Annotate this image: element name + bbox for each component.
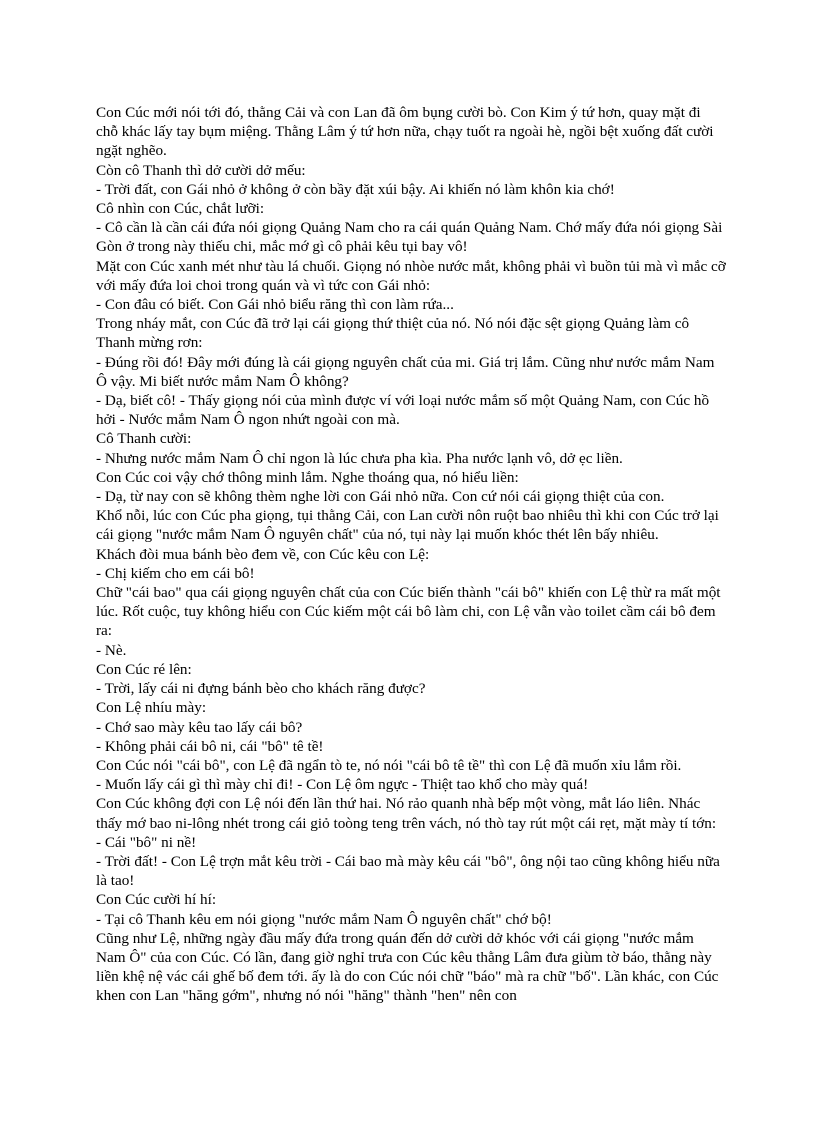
paragraph: - Trời, lấy cái ni đựng bánh bèo cho khách răng được? <box>96 680 426 698</box>
paragraph: Con Cúc ré lên: <box>96 660 192 678</box>
paragraph: - Con đâu có biết. Con Gái nhỏ biểu răng thì con làm rứa... <box>96 296 454 314</box>
paragraph: Khổ nỗi, lúc con Cúc pha giọng, tụi thằng Cải, con Lan cười nôn ruột bao nhiêu thì khi con Cúc trở lại cái giọng "nước mắm Nam Ô nguyên chất" của nó, tụi này lại muốn khóc thét lên bấy nhiêu. <box>96 507 719 544</box>
paragraph: Con Cúc không đợi con Lệ nói đến lần thứ hai. Nó rảo quanh nhà bếp một vòng, mắt láo liên. Nhác thấy mớ bao ni-lông nhét trong cái giỏ toòng teng trên vách, nó thò tay rút một cái rẹt, mặt mày tí tớn: <box>96 795 717 832</box>
paragraph: - Không phải cái bô ni, cái "bô" tê tề! <box>96 737 324 755</box>
paragraph: - Dạ, biết cô! - Thấy giọng nói của mình được ví với loại nước mắm số một Quảng Nam, con Cúc hồ hởi - Nước mắm Nam Ô ngon nhứt ngoài con mà. <box>96 392 710 429</box>
paragraph: - Muốn lấy cái gì thì mày chỉ đi! - Con Lệ ôm ngực - Thiệt tao khổ cho mày quá! <box>96 776 589 794</box>
paragraph: - Chị kiếm cho em cái bô! <box>96 564 255 582</box>
paragraph: Con Cúc mới nói tới đó, thằng Cải và con Lan đã ôm bụng cười bò. Con Kim ý tứ hơn, quay mặt đi chỗ khác lấy tay bụm miệng. Thằng Lâm ý tứ hơn nữa, chạy tuốt ra ngoài hè, ngồi bệt xuống đất cười ngặt nghẽo. <box>96 104 714 160</box>
paragraph: Trong nháy mắt, con Cúc đã trở lại cái giọng thứ thiệt của nó. Nó nói đặc sệt giọng Quảng làm cô Thanh mừng rơn: <box>96 315 690 352</box>
paragraph: Cô nhìn con Cúc, chắt lưỡi: <box>96 200 265 218</box>
paragraph: - Cô cần là cần cái đứa nói giọng Quảng Nam cho ra cái quán Quảng Nam. Chớ mấy đứa nói giọng Sài Gòn ở trong này thiếu chi, mắc mớ gì cô phải kêu tụi bay vô! <box>96 219 723 256</box>
paragraph: Cũng như Lệ, những ngày đầu mấy đứa trong quán đến dở cười dở khóc với cái giọng "nước mắm Nam Ô" của con Cúc. Có lần, đang giờ nghỉ trưa con Cúc kêu thằng Lâm đưa giùm tờ báo, thằng này liền khệ nệ vác cái ghế bố đem tới. ấy là do con Cúc nói chữ "báo" mà ra chữ "bố". Lần khác, con Cúc khen con Lan "hăng gớm", nhưng nó nói "hăng" thành "hen" nên con <box>96 929 719 1005</box>
paragraph: Còn cô Thanh thì dở cười dở mếu: <box>96 161 306 179</box>
paragraph: Mặt con Cúc xanh mét như tàu lá chuối. Giọng nó nhòe nước mắt, không phải vì buồn tủi mà vì mắc cỡ với mấy đứa loi choi trong quán và vì tức con Gái nhỏ: <box>96 257 726 294</box>
paragraph: - Nè. <box>96 641 127 659</box>
paragraph: Con Cúc nói "cái bô", con Lệ đã ngẩn tò te, nó nói "cái bô tê tề" thì con Lệ đã muốn xỉu lắm rồi. <box>96 756 682 774</box>
paragraph: - Nhưng nước mắm Nam Ô chỉ ngon là lúc chưa pha kìa. Pha nước lạnh vô, dở ẹc liền. <box>96 449 623 467</box>
paragraph: Cô Thanh cười: <box>96 430 192 448</box>
paragraph: - Cái "bô" ni nề! <box>96 833 197 851</box>
paragraph: Khách đòi mua bánh bèo đem về, con Cúc kêu con Lệ: <box>96 545 430 563</box>
paragraph: - Trời đất! - Con Lệ trợn mắt kêu trời - Cái bao mà mày kêu cái "bô", ông nội tao cũng không hiểu nữa là tao! <box>96 852 720 890</box>
paragraph: - Tại cô Thanh kêu em nói giọng "nước mắm Nam Ô nguyên chất" chớ bộ! <box>96 910 552 928</box>
paragraph: Con Cúc cười hí hí: <box>96 891 217 909</box>
document-body <box>96 103 726 1006</box>
paragraph: - Dạ, từ nay con sẽ không thèm nghe lời con Gái nhỏ nữa. Con cứ nói cái giọng thiệt của con. <box>96 488 665 506</box>
paragraph: - Đúng rồi đó! Đây mới đúng là cái giọng nguyên chất của mi. Giá trị lắm. Cũng như nước mắm Nam Ô vậy. Mi biết nước mắm Nam Ô không? <box>96 353 715 390</box>
paragraph: - Trời đất, con Gái nhỏ ở không ở còn bầy đặt xúi bậy. Ai khiến nó làm khôn kia chớ! <box>96 180 615 198</box>
paragraph: Chữ "cái bao" qua cái giọng nguyên chất của con Cúc biến thành "cái bô" khiến con Lệ thừ ra mất một lúc. Rốt cuộc, tuy không hiểu con Cúc kiếm một cái bô làm chi, con Lệ vẫn vào toilet cầm cái bô đem ra: <box>96 584 721 640</box>
paragraph: Con Cúc coi vậy chớ thông minh lắm. Nghe thoáng qua, nó hiểu liền: <box>96 468 519 486</box>
paragraph: - Chớ sao mày kêu tao lấy cái bô? <box>96 718 303 736</box>
paragraph: Con Lệ nhíu mày: <box>96 699 207 717</box>
